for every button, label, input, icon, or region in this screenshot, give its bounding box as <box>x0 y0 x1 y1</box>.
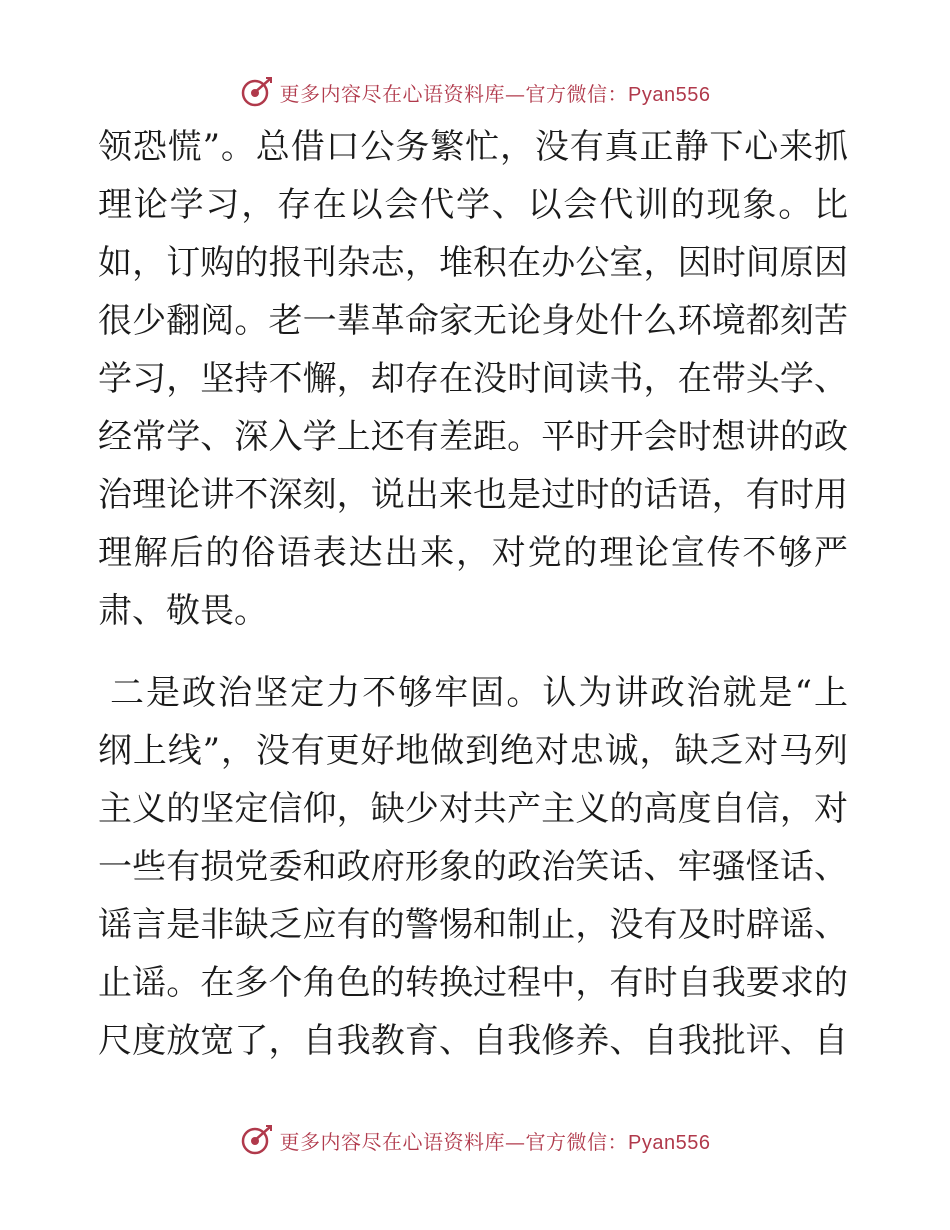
text-line: 领恐慌”。总借口公务繁忙，没有真正静下心来抓 <box>98 127 848 167</box>
paragraph-2 <box>98 664 848 1070</box>
text-line: 如，订购的报刊杂志，堆积在办公室，因时间原因 <box>98 243 848 283</box>
text-line: 纲上线”，没有更好地做到绝对忠诚，缺乏对马列 <box>98 731 848 771</box>
footer-wechat-id: Pyan556 <box>628 1131 711 1154</box>
footer-banner <box>0 1118 950 1162</box>
text-line: 经常学、深入学上还有差距。平时开会时想讲的政 <box>98 417 848 457</box>
header-wechat-id: Pyan556 <box>628 83 711 106</box>
text-line: 学习，坚持不懈，却存在没时间读书，在带头学、 <box>98 359 848 399</box>
footer-banner-text: 更多内容尽在心语资料库—官方微信：Pyan556 <box>279 1129 711 1154</box>
text-line: 尺度放宽了，自我教育、自我修养、自我批评、自 <box>98 1021 848 1061</box>
text-line: 很少翻阅。老一辈革命家无论身处什么环境都刻苦 <box>98 301 848 341</box>
text-line: 主义的坚定信仰，缺少对共产主义的高度自信，对 <box>98 789 848 829</box>
text-line: 二是政治坚定力不够牢固。认为讲政治就是“上 <box>110 673 848 713</box>
text-line: 治理论讲不深刻，说出来也是过时的话语，有时用 <box>98 475 848 515</box>
text-line: 谣言是非缺乏应有的警惕和制止，没有及时辟谣、 <box>98 905 848 945</box>
document-body <box>98 118 848 1070</box>
header-banner <box>0 70 950 114</box>
text-line: 理论学习，存在以会代学、以会代训的现象。比 <box>98 185 848 225</box>
text-line: 肃、敬畏。 <box>98 591 268 631</box>
brand-logo-icon <box>240 75 274 109</box>
header-banner-text: 更多内容尽在心语资料库—官方微信：Pyan556 <box>279 81 711 106</box>
text-line: 理解后的俗语表达出来，对党的理论宣传不够严 <box>98 533 848 573</box>
text-line: 止谣。在多个角色的转换过程中，有时自我要求的 <box>98 963 848 1003</box>
text-line: 一些有损党委和政府形象的政治笑话、牢骚怪话、 <box>98 847 848 887</box>
paragraph-1 <box>98 118 848 640</box>
brand-logo-icon <box>240 1123 274 1157</box>
